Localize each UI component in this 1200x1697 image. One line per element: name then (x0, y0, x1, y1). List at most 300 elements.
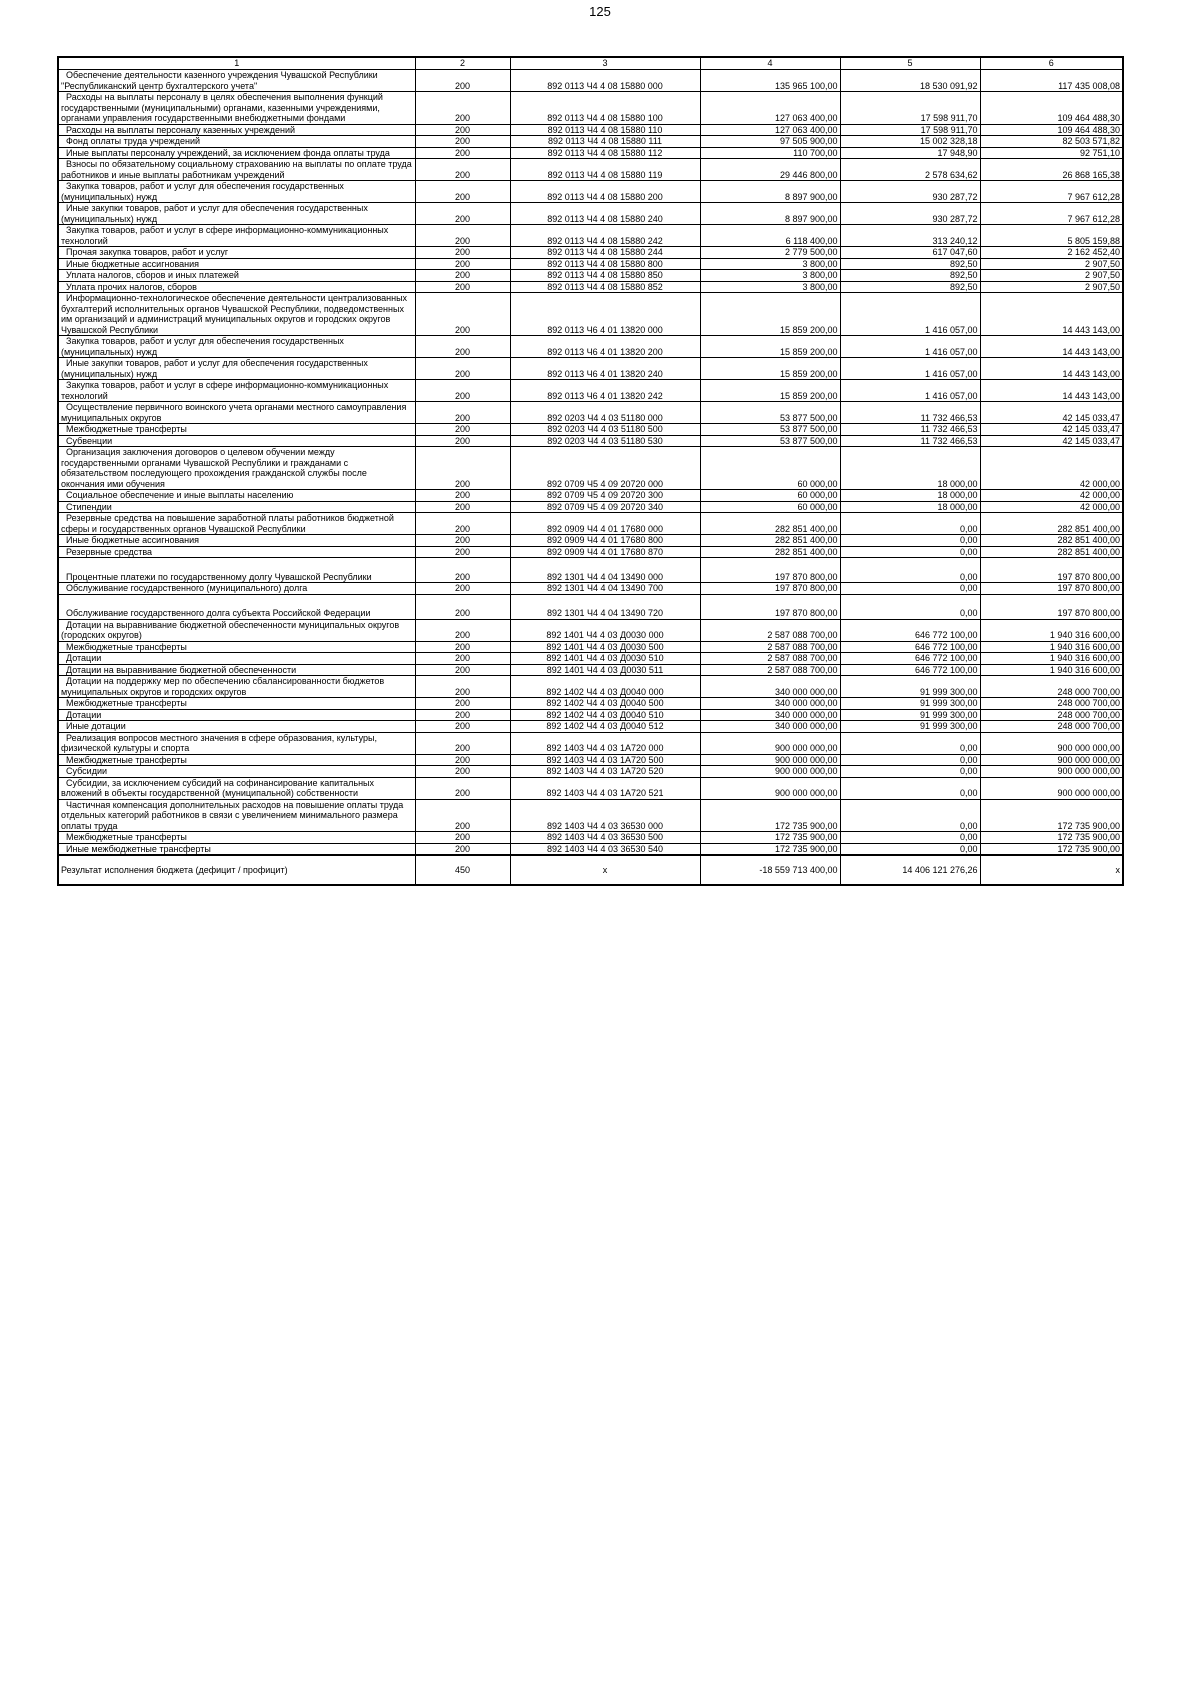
table-row (58, 653, 1123, 665)
row-approved-amount: 53 877 500,00 (700, 424, 840, 436)
row-unexecuted-amount: 1 940 316 600,00 (980, 641, 1123, 653)
row-unexecuted-amount: 248 000 700,00 (980, 709, 1123, 721)
row-approved-amount: 15 859 200,00 (700, 358, 840, 380)
row-approved-amount: 900 000 000,00 (700, 732, 840, 754)
table-row (58, 258, 1123, 270)
total-kbk: x (510, 855, 700, 885)
row-line-code: 200 (415, 754, 510, 766)
table-row (58, 594, 1123, 619)
column-header-3: 3 (510, 57, 700, 70)
column-number-row (58, 57, 1123, 70)
row-approved-amount: 340 000 000,00 (700, 721, 840, 733)
row-line-code: 200 (415, 546, 510, 558)
row-name: Организация заключения договоров о целевом обучении между государственными органами Чувашской Республики и гражданами с обязательством последующего прохождения гражданской службы после окончания ими обучения (58, 447, 415, 490)
row-approved-amount: 282 851 400,00 (700, 546, 840, 558)
row-budget-classification-code: 892 1301 Ч4 4 04 13490 720 (510, 594, 700, 619)
row-executed-amount: 0,00 (840, 583, 980, 595)
row-name: Прочая закупка товаров, работ и услуг (58, 247, 415, 259)
row-line-code: 200 (415, 293, 510, 336)
row-approved-amount: 3 800,00 (700, 281, 840, 293)
row-name: Фонд оплаты труда учреждений (58, 136, 415, 148)
row-budget-classification-code: 892 0909 Ч4 4 01 17680 870 (510, 546, 700, 558)
row-budget-classification-code: 892 1402 Ч4 4 03 Д0040 000 (510, 676, 700, 698)
row-budget-classification-code: 892 1402 Ч4 4 03 Д0040 510 (510, 709, 700, 721)
row-approved-amount: 6 118 400,00 (700, 225, 840, 247)
row-approved-amount: 8 897 900,00 (700, 203, 840, 225)
row-line-code: 200 (415, 270, 510, 282)
row-line-code: 200 (415, 583, 510, 595)
row-line-code: 200 (415, 594, 510, 619)
row-unexecuted-amount: 248 000 700,00 (980, 676, 1123, 698)
row-unexecuted-amount: 5 805 159,88 (980, 225, 1123, 247)
row-approved-amount: 340 000 000,00 (700, 698, 840, 710)
row-name: Частичная компенсация дополнительных расходов на повышение оплаты труда отдельных категорий работников в связи с увеличением минимального размера оплаты труда (58, 799, 415, 832)
row-unexecuted-amount: 197 870 800,00 (980, 583, 1123, 595)
row-line-code: 200 (415, 402, 510, 424)
total-approved: -18 559 713 400,00 (700, 855, 840, 885)
row-approved-amount: 127 063 400,00 (700, 124, 840, 136)
row-name: Иные закупки товаров, работ и услуг для обеспечения государственных (муниципальных) нужд (58, 203, 415, 225)
row-name: Осуществление первичного воинского учета органами местного самоуправления муниципальных округов (58, 402, 415, 424)
row-name: Социальное обеспечение и иные выплаты населению (58, 490, 415, 502)
row-budget-classification-code: 892 0113 Ч4 4 08 15880 240 (510, 203, 700, 225)
row-line-code: 200 (415, 225, 510, 247)
row-executed-amount: 892,50 (840, 281, 980, 293)
row-unexecuted-amount: 42 145 033,47 (980, 402, 1123, 424)
row-unexecuted-amount: 1 940 316 600,00 (980, 653, 1123, 665)
row-name: Уплата прочих налогов, сборов (58, 281, 415, 293)
row-executed-amount: 0,00 (840, 799, 980, 832)
row-approved-amount: 53 877 500,00 (700, 402, 840, 424)
row-executed-amount: 646 772 100,00 (840, 653, 980, 665)
table-row (58, 583, 1123, 595)
row-executed-amount: 0,00 (840, 777, 980, 799)
row-budget-classification-code: 892 1402 Ч4 4 03 Д0040 500 (510, 698, 700, 710)
row-approved-amount: 8 897 900,00 (700, 181, 840, 203)
row-line-code: 200 (415, 159, 510, 181)
row-executed-amount: 1 416 057,00 (840, 293, 980, 336)
column-header-2: 2 (415, 57, 510, 70)
table-row (58, 92, 1123, 125)
row-line-code: 200 (415, 247, 510, 259)
row-line-code: 200 (415, 653, 510, 665)
row-unexecuted-amount: 42 000,00 (980, 501, 1123, 513)
table-row (58, 380, 1123, 402)
row-line-code: 200 (415, 203, 510, 225)
row-unexecuted-amount: 2 907,50 (980, 258, 1123, 270)
row-unexecuted-amount: 82 503 571,82 (980, 136, 1123, 148)
row-line-code: 200 (415, 698, 510, 710)
row-executed-amount: 930 287,72 (840, 203, 980, 225)
table-row (58, 281, 1123, 293)
row-line-code: 200 (415, 70, 510, 92)
row-unexecuted-amount: 282 851 400,00 (980, 513, 1123, 535)
row-unexecuted-amount: 7 967 612,28 (980, 203, 1123, 225)
row-budget-classification-code: 892 1403 Ч4 4 03 1А720 500 (510, 754, 700, 766)
row-unexecuted-amount: 197 870 800,00 (980, 594, 1123, 619)
row-unexecuted-amount: 248 000 700,00 (980, 721, 1123, 733)
row-unexecuted-amount: 109 464 488,30 (980, 92, 1123, 125)
row-approved-amount: 172 735 900,00 (700, 832, 840, 844)
row-unexecuted-amount: 2 907,50 (980, 270, 1123, 282)
row-executed-amount: 0,00 (840, 535, 980, 547)
row-unexecuted-amount: 1 940 316 600,00 (980, 664, 1123, 676)
total-code: 450 (415, 855, 510, 885)
table-row (58, 70, 1123, 92)
row-budget-classification-code: 892 0203 Ч4 4 03 51180 500 (510, 424, 700, 436)
row-unexecuted-amount: 117 435 008,08 (980, 70, 1123, 92)
table-row (58, 402, 1123, 424)
row-unexecuted-amount: 14 443 143,00 (980, 358, 1123, 380)
row-name: Дотации на выравнивание бюджетной обеспеченности муниципальных округов (городских округов) (58, 619, 415, 641)
row-executed-amount: 11 732 466,53 (840, 435, 980, 447)
row-executed-amount: 91 999 300,00 (840, 676, 980, 698)
row-approved-amount: 282 851 400,00 (700, 535, 840, 547)
row-executed-amount: 0,00 (840, 594, 980, 619)
row-budget-classification-code: 892 1401 Ч4 4 03 Д0030 510 (510, 653, 700, 665)
row-budget-classification-code: 892 0113 Ч4 4 08 15880 850 (510, 270, 700, 282)
row-line-code: 200 (415, 676, 510, 698)
row-line-code: 200 (415, 721, 510, 733)
row-name: Расходы на выплаты персоналу в целях обеспечения выполнения функций государственными (муниципальными) органами, казенными учреждениями, органами управления государственными внебюджетными фондами (58, 92, 415, 125)
table-row (58, 546, 1123, 558)
row-name: Резервные средства на повышение заработной платы работников бюджетной сферы и государственных органов Чувашской Республики (58, 513, 415, 535)
table-row (58, 766, 1123, 778)
row-executed-amount: 0,00 (840, 766, 980, 778)
row-name: Закупка товаров, работ и услуг для обеспечения государственных (муниципальных) нужд (58, 181, 415, 203)
row-name: Стипендии (58, 501, 415, 513)
row-budget-classification-code: 892 1403 Ч4 4 03 36530 000 (510, 799, 700, 832)
table-row (58, 424, 1123, 436)
total-name: Результат исполнения бюджета (дефицит / профицит) (58, 855, 415, 885)
row-executed-amount: 15 002 328,18 (840, 136, 980, 148)
table-row (58, 358, 1123, 380)
row-unexecuted-amount: 2 907,50 (980, 281, 1123, 293)
page-number: 125 (589, 4, 611, 19)
row-name: Субсидии (58, 766, 415, 778)
row-executed-amount: 892,50 (840, 258, 980, 270)
row-executed-amount: 0,00 (840, 832, 980, 844)
row-approved-amount: 340 000 000,00 (700, 709, 840, 721)
table-row (58, 843, 1123, 855)
row-name: Закупка товаров, работ и услуг в сфере информационно-коммуникационных технологий (58, 380, 415, 402)
row-approved-amount: 15 859 200,00 (700, 336, 840, 358)
row-approved-amount: 15 859 200,00 (700, 293, 840, 336)
table-row (58, 159, 1123, 181)
row-unexecuted-amount: 14 443 143,00 (980, 336, 1123, 358)
row-name: Обслуживание государственного (муниципального) долга (58, 583, 415, 595)
total-executed: 14 406 121 276,26 (840, 855, 980, 885)
row-executed-amount: 0,00 (840, 558, 980, 583)
row-executed-amount: 17 598 911,70 (840, 124, 980, 136)
table-row (58, 721, 1123, 733)
row-name: Закупка товаров, работ и услуг в сфере информационно-коммуникационных технологий (58, 225, 415, 247)
table-row (58, 136, 1123, 148)
row-line-code: 200 (415, 380, 510, 402)
row-approved-amount: 900 000 000,00 (700, 766, 840, 778)
row-approved-amount: 97 505 900,00 (700, 136, 840, 148)
row-name: Взносы по обязательному социальному страхованию на выплаты по оплате труда работников и иные выплаты работникам учреждений (58, 159, 415, 181)
row-line-code: 200 (415, 258, 510, 270)
row-approved-amount: 29 446 800,00 (700, 159, 840, 181)
row-executed-amount: 18 000,00 (840, 501, 980, 513)
table-row (58, 247, 1123, 259)
row-name: Обслуживание государственного долга субъекта Российской Федерации (58, 594, 415, 619)
row-budget-classification-code: 892 0203 Ч4 4 03 51180 000 (510, 402, 700, 424)
row-approved-amount: 3 800,00 (700, 258, 840, 270)
row-name: Субвенции (58, 435, 415, 447)
row-budget-classification-code: 892 1403 Ч4 4 03 36530 500 (510, 832, 700, 844)
row-approved-amount: 2 587 088 700,00 (700, 653, 840, 665)
row-name: Иные межбюджетные трансферты (58, 843, 415, 855)
row-line-code: 200 (415, 435, 510, 447)
row-name: Иные дотации (58, 721, 415, 733)
table-row (58, 203, 1123, 225)
row-approved-amount: 2 779 500,00 (700, 247, 840, 259)
row-line-code: 200 (415, 558, 510, 583)
row-name: Дотации (58, 653, 415, 665)
row-approved-amount: 172 735 900,00 (700, 843, 840, 855)
row-budget-classification-code: 892 0113 Ч6 4 01 13820 240 (510, 358, 700, 380)
row-name: Информационно-технологическое обеспечение деятельности централизованных бухгалтерий исполнительных органов Чувашской Республики, подведомственных им организаций и администраций муниципальных округов и городских округов Чувашской Республики (58, 293, 415, 336)
row-unexecuted-amount: 900 000 000,00 (980, 754, 1123, 766)
row-approved-amount: 60 000,00 (700, 501, 840, 513)
column-header-4: 4 (700, 57, 840, 70)
row-approved-amount: 2 587 088 700,00 (700, 641, 840, 653)
row-line-code: 200 (415, 147, 510, 159)
row-unexecuted-amount: 900 000 000,00 (980, 777, 1123, 799)
row-executed-amount: 91 999 300,00 (840, 698, 980, 710)
table-row (58, 754, 1123, 766)
row-budget-classification-code: 892 1401 Ч4 4 03 Д0030 500 (510, 641, 700, 653)
row-approved-amount: 2 587 088 700,00 (700, 619, 840, 641)
row-budget-classification-code: 892 0113 Ч4 4 08 15880 119 (510, 159, 700, 181)
row-executed-amount: 0,00 (840, 843, 980, 855)
row-unexecuted-amount: 172 735 900,00 (980, 799, 1123, 832)
row-unexecuted-amount: 282 851 400,00 (980, 546, 1123, 558)
row-unexecuted-amount: 92 751,10 (980, 147, 1123, 159)
row-executed-amount: 17 598 911,70 (840, 92, 980, 125)
row-approved-amount: 900 000 000,00 (700, 754, 840, 766)
row-line-code: 200 (415, 490, 510, 502)
row-budget-classification-code: 892 0113 Ч4 4 08 15880 800 (510, 258, 700, 270)
row-executed-amount: 2 578 634,62 (840, 159, 980, 181)
row-budget-classification-code: 892 1403 Ч4 4 03 1А720 521 (510, 777, 700, 799)
row-name: Межбюджетные трансферты (58, 424, 415, 436)
row-approved-amount: 172 735 900,00 (700, 799, 840, 832)
row-executed-amount: 313 240,12 (840, 225, 980, 247)
row-name: Иные бюджетные ассигнования (58, 535, 415, 547)
row-name: Резервные средства (58, 546, 415, 558)
row-line-code: 200 (415, 799, 510, 832)
row-executed-amount: 17 948,90 (840, 147, 980, 159)
row-name: Иные выплаты персоналу учреждений, за исключением фонда оплаты труда (58, 147, 415, 159)
table-row (58, 293, 1123, 336)
table-row (58, 641, 1123, 653)
row-budget-classification-code: 892 0113 Ч4 4 08 15880 200 (510, 181, 700, 203)
row-line-code: 200 (415, 619, 510, 641)
row-line-code: 200 (415, 92, 510, 125)
row-name: Обеспечение деятельности казенного учреждения Чувашской Республики "Республиканский центр бухгалтерского учета" (58, 70, 415, 92)
row-budget-classification-code: 892 0113 Ч4 4 08 15880 110 (510, 124, 700, 136)
row-budget-classification-code: 892 0909 Ч4 4 01 17680 800 (510, 535, 700, 547)
column-header-6: 6 (980, 57, 1123, 70)
row-unexecuted-amount: 2 162 452,40 (980, 247, 1123, 259)
row-name: Субсидии, за исключением субсидий на софинансирование капитальных вложений в объекты государственной (муниципальной) собственности (58, 777, 415, 799)
row-line-code: 200 (415, 732, 510, 754)
row-line-code: 200 (415, 832, 510, 844)
total-row (58, 855, 1123, 885)
table-row (58, 709, 1123, 721)
row-approved-amount: 282 851 400,00 (700, 513, 840, 535)
table-row (58, 225, 1123, 247)
row-approved-amount: 197 870 800,00 (700, 594, 840, 619)
table-row (58, 147, 1123, 159)
row-unexecuted-amount: 42 145 033,47 (980, 424, 1123, 436)
row-line-code: 200 (415, 136, 510, 148)
table-row (58, 535, 1123, 547)
row-line-code: 200 (415, 501, 510, 513)
table-row (58, 777, 1123, 799)
row-executed-amount: 892,50 (840, 270, 980, 282)
table-row (58, 558, 1123, 583)
row-line-code: 200 (415, 641, 510, 653)
row-budget-classification-code: 892 0113 Ч4 4 08 15880 244 (510, 247, 700, 259)
row-line-code: 200 (415, 664, 510, 676)
row-executed-amount: 0,00 (840, 513, 980, 535)
row-unexecuted-amount: 197 870 800,00 (980, 558, 1123, 583)
total-unexecuted: x (980, 855, 1123, 885)
row-executed-amount: 617 047,60 (840, 247, 980, 259)
column-header-1: 1 (58, 57, 415, 70)
row-budget-classification-code: 892 1301 Ч4 4 04 13490 000 (510, 558, 700, 583)
row-budget-classification-code: 892 0203 Ч4 4 03 51180 530 (510, 435, 700, 447)
row-budget-classification-code: 892 1403 Ч4 4 03 1А720 000 (510, 732, 700, 754)
row-line-code: 200 (415, 513, 510, 535)
table-row (58, 447, 1123, 490)
row-unexecuted-amount: 248 000 700,00 (980, 698, 1123, 710)
table-row (58, 270, 1123, 282)
table-row (58, 435, 1123, 447)
row-budget-classification-code: 892 0709 Ч5 4 09 20720 340 (510, 501, 700, 513)
row-approved-amount: 60 000,00 (700, 490, 840, 502)
row-unexecuted-amount: 900 000 000,00 (980, 766, 1123, 778)
row-executed-amount: 18 530 091,92 (840, 70, 980, 92)
row-unexecuted-amount: 1 940 316 600,00 (980, 619, 1123, 641)
row-line-code: 200 (415, 843, 510, 855)
row-executed-amount: 11 732 466,53 (840, 402, 980, 424)
row-name: Межбюджетные трансферты (58, 832, 415, 844)
row-line-code: 200 (415, 336, 510, 358)
row-name: Расходы на выплаты персоналу казенных учреждений (58, 124, 415, 136)
row-executed-amount: 1 416 057,00 (840, 336, 980, 358)
row-executed-amount: 1 416 057,00 (840, 380, 980, 402)
row-executed-amount: 1 416 057,00 (840, 358, 980, 380)
row-approved-amount: 127 063 400,00 (700, 92, 840, 125)
table-row (58, 513, 1123, 535)
table-row (58, 732, 1123, 754)
row-approved-amount: 60 000,00 (700, 447, 840, 490)
row-unexecuted-amount: 42 145 033,47 (980, 435, 1123, 447)
row-budget-classification-code: 892 0113 Ч4 4 08 15880 242 (510, 225, 700, 247)
row-budget-classification-code: 892 1402 Ч4 4 03 Д0040 512 (510, 721, 700, 733)
row-budget-classification-code: 892 0113 Ч4 4 08 15880 111 (510, 136, 700, 148)
row-name: Уплата налогов, сборов и иных платежей (58, 270, 415, 282)
row-unexecuted-amount: 172 735 900,00 (980, 843, 1123, 855)
row-unexecuted-amount: 282 851 400,00 (980, 535, 1123, 547)
row-budget-classification-code: 892 0909 Ч4 4 01 17680 000 (510, 513, 700, 535)
row-executed-amount: 11 732 466,53 (840, 424, 980, 436)
row-executed-amount: 0,00 (840, 732, 980, 754)
row-unexecuted-amount: 14 443 143,00 (980, 380, 1123, 402)
row-line-code: 200 (415, 281, 510, 293)
row-budget-classification-code: 892 0113 Ч4 4 08 15880 000 (510, 70, 700, 92)
row-line-code: 200 (415, 181, 510, 203)
row-budget-classification-code: 892 0709 Ч5 4 09 20720 300 (510, 490, 700, 502)
row-executed-amount: 0,00 (840, 754, 980, 766)
table-row (58, 664, 1123, 676)
row-executed-amount: 18 000,00 (840, 447, 980, 490)
row-approved-amount: 3 800,00 (700, 270, 840, 282)
row-budget-classification-code: 892 0113 Ч4 4 08 15880 852 (510, 281, 700, 293)
table-row (58, 619, 1123, 641)
row-unexecuted-amount: 42 000,00 (980, 490, 1123, 502)
row-name: Иные бюджетные ассигнования (58, 258, 415, 270)
row-executed-amount: 0,00 (840, 546, 980, 558)
table-row (58, 799, 1123, 832)
row-name: Процентные платежи по государственному долгу Чувашской Республики (58, 558, 415, 583)
row-executed-amount: 646 772 100,00 (840, 641, 980, 653)
table-row (58, 124, 1123, 136)
row-line-code: 200 (415, 447, 510, 490)
row-unexecuted-amount: 14 443 143,00 (980, 293, 1123, 336)
row-budget-classification-code: 892 1301 Ч4 4 04 13490 700 (510, 583, 700, 595)
row-approved-amount: 135 965 100,00 (700, 70, 840, 92)
row-budget-classification-code: 892 0113 Ч4 4 08 15880 100 (510, 92, 700, 125)
row-unexecuted-amount: 26 868 165,38 (980, 159, 1123, 181)
row-unexecuted-amount: 42 000,00 (980, 447, 1123, 490)
table-row (58, 336, 1123, 358)
row-executed-amount: 930 287,72 (840, 181, 980, 203)
row-approved-amount: 340 000 000,00 (700, 676, 840, 698)
row-name: Межбюджетные трансферты (58, 641, 415, 653)
row-approved-amount: 2 587 088 700,00 (700, 664, 840, 676)
row-budget-classification-code: 892 0113 Ч6 4 01 13820 200 (510, 336, 700, 358)
row-name: Иные закупки товаров, работ и услуг для обеспечения государственных (муниципальных) нужд (58, 358, 415, 380)
row-name: Межбюджетные трансферты (58, 754, 415, 766)
row-executed-amount: 18 000,00 (840, 490, 980, 502)
row-budget-classification-code: 892 0113 Ч4 4 08 15880 112 (510, 147, 700, 159)
budget-execution-table (57, 56, 1124, 886)
table-row (58, 832, 1123, 844)
table-body (58, 70, 1123, 856)
row-line-code: 200 (415, 124, 510, 136)
row-approved-amount: 197 870 800,00 (700, 558, 840, 583)
row-budget-classification-code: 892 0113 Ч6 4 01 13820 242 (510, 380, 700, 402)
row-budget-classification-code: 892 1401 Ч4 4 03 Д0030 511 (510, 664, 700, 676)
row-name: Закупка товаров, работ и услуг для обеспечения государственных (муниципальных) нужд (58, 336, 415, 358)
row-line-code: 200 (415, 766, 510, 778)
row-unexecuted-amount: 172 735 900,00 (980, 832, 1123, 844)
row-approved-amount: 15 859 200,00 (700, 380, 840, 402)
table-row (58, 676, 1123, 698)
table-row (58, 490, 1123, 502)
row-name: Дотации (58, 709, 415, 721)
row-budget-classification-code: 892 1403 Ч4 4 03 36530 540 (510, 843, 700, 855)
row-unexecuted-amount: 900 000 000,00 (980, 732, 1123, 754)
row-line-code: 200 (415, 424, 510, 436)
row-line-code: 200 (415, 358, 510, 380)
